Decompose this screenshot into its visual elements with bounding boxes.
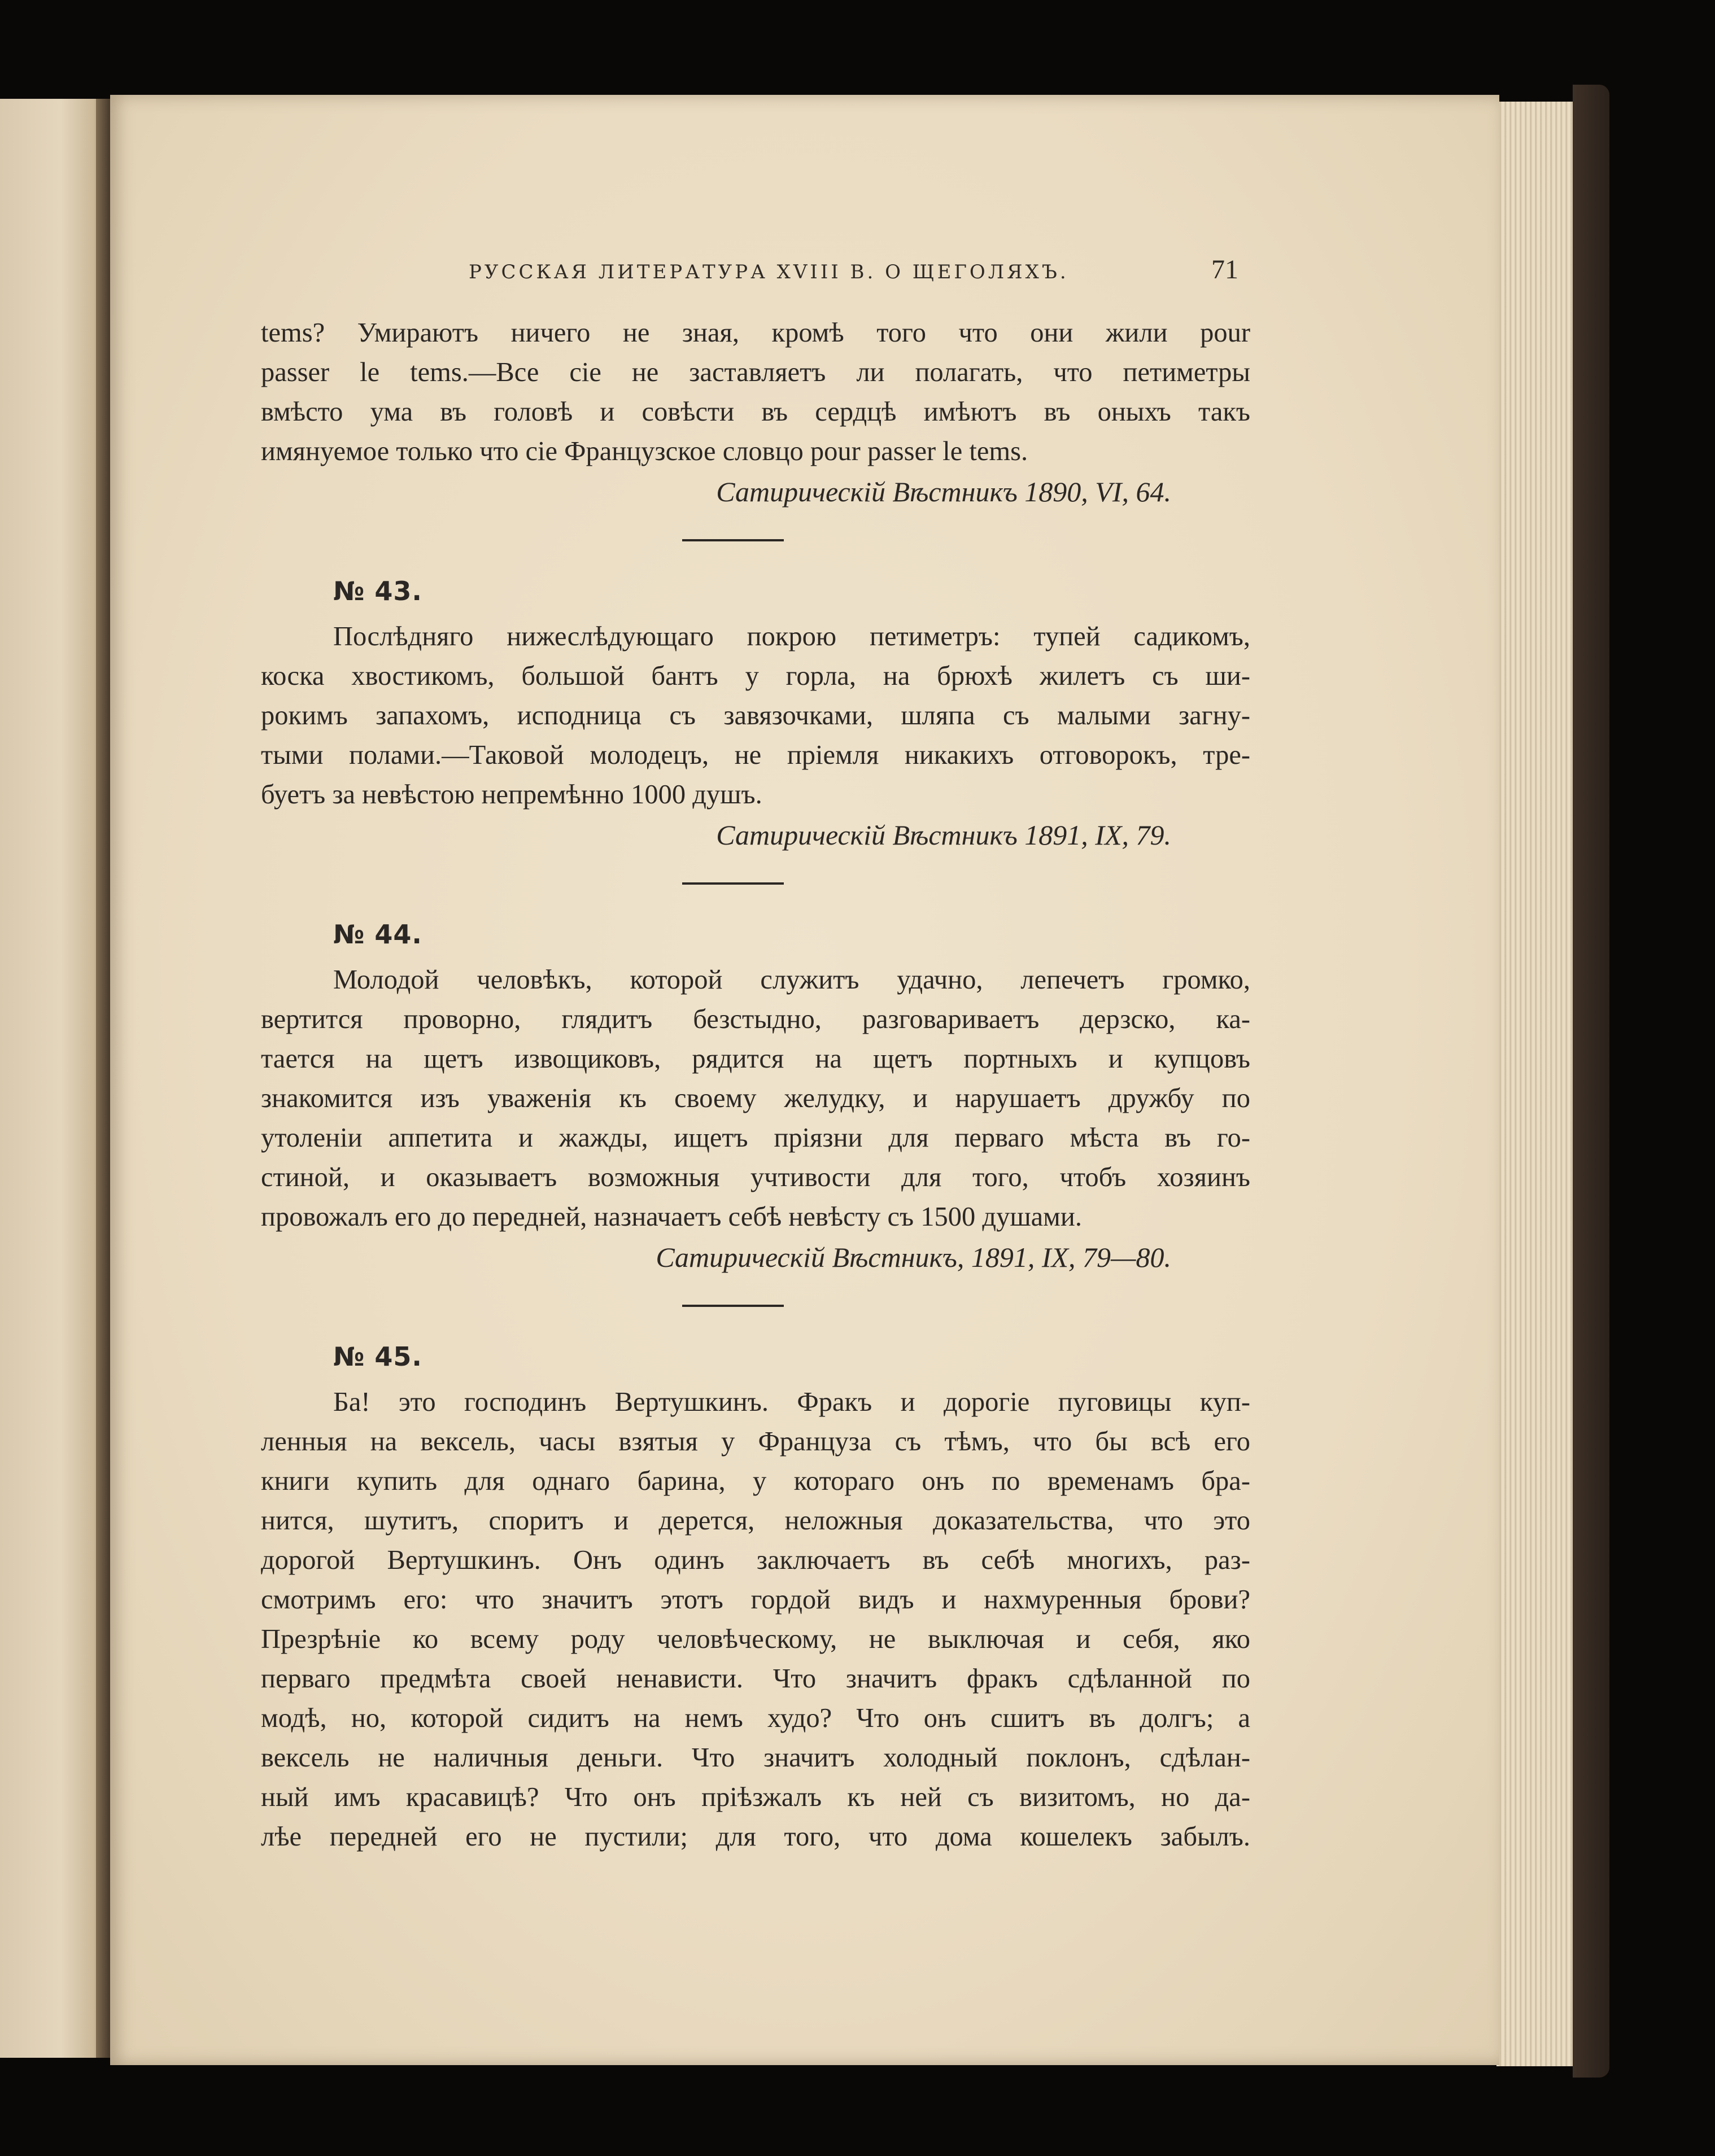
text-line: ленныя на вексель, часы взятыя у Француза съ тѣмъ, что бы всѣ его xyxy=(261,1427,1250,1457)
text-line: провожалъ его до передней, назначаетъ себѣ невѣсту съ 1500 душами. xyxy=(261,1202,1082,1232)
entry-number: № 44. xyxy=(333,919,422,950)
left-page-edge xyxy=(0,99,110,2058)
text-line: нится, шутитъ, споритъ и дерется, неложныя доказательства, что это xyxy=(261,1506,1250,1536)
text-line: знакомится изъ уваженія къ своему желудку, и нарушаетъ дружбу по xyxy=(261,1083,1250,1113)
section-divider xyxy=(682,1305,784,1307)
text-line: тыми полами.—Таковой молодецъ, не пріемля никакихъ отговорокъ, тре- xyxy=(261,740,1250,770)
text-line: passer le tems.—Все сіе не заставляетъ ли полагать, что петиметры xyxy=(261,357,1250,387)
text-line: дорогой Вертушкинъ. Онъ одинъ заключаетъ въ себѣ многихъ, раз- xyxy=(261,1545,1250,1575)
text-line: tems? Умираютъ ничего не зная, кромѣ того что они жили pour xyxy=(261,318,1250,348)
entry-43 xyxy=(261,574,1250,855)
text-line: перваго предмѣта своей ненависти. Что значитъ фракъ сдѣланной по xyxy=(261,1664,1250,1694)
citation: Сатирическій Вѣстникъ 1891, IX, 79. xyxy=(716,819,1171,851)
entry-44 xyxy=(261,917,1250,1278)
page-number: 71 xyxy=(1211,255,1238,285)
page-body xyxy=(261,313,1250,1857)
text-line: буетъ за невѣстою непремѣнно 1000 душъ. xyxy=(261,780,762,810)
section-divider xyxy=(682,882,784,885)
text-line: Послѣдняго нижеслѣдующаго покрою петиметръ: тупей садикомъ, xyxy=(333,622,1250,651)
text-line: вексель не наличныя деньги. Что значитъ холодный поклонъ, сдѣлан- xyxy=(261,1743,1250,1773)
entry-number: № 43. xyxy=(333,576,422,606)
text-line: тается на щетъ извощиковъ, рядится на щетъ портныхъ и купцовъ xyxy=(261,1044,1250,1074)
text-line: смотримъ его: что значитъ этотъ гордой видъ и нахмуренныя брови? xyxy=(261,1585,1250,1615)
citation: Сатирическій Вѣстникъ, 1891, IX, 79—80. xyxy=(656,1241,1171,1273)
running-title: РУССКАЯ ЛИТЕРАТУРА XVIII В. О ЩЕГОЛЯХЪ. xyxy=(469,261,1069,283)
entry-45 xyxy=(261,1340,1250,1857)
book-cover-edge xyxy=(1573,85,1609,2078)
text-line: вмѣсто ума въ головѣ и совѣсти въ сердцѣ имѣютъ въ оныхъ такъ xyxy=(261,397,1250,427)
intro-paragraph xyxy=(261,313,1250,512)
text-line: ный имъ красавицѣ? Что онъ пріѣзжалъ къ ней съ визитомъ, но да- xyxy=(261,1782,1250,1812)
text-line: модѣ, но, которой сидитъ на немъ худо? Что онъ сшитъ въ долгъ; а xyxy=(261,1703,1250,1733)
entry-number: № 45. xyxy=(333,1341,422,1372)
text-line: Ба! это господинъ Вертушкинъ. Фракъ и дорогіе пуговицы куп- xyxy=(333,1387,1250,1417)
text-line: рокимъ запахомъ, исподница съ завязочками, шляпа съ малыми загну- xyxy=(261,701,1250,731)
text-line: коска хвостикомъ, большой бантъ у горла, на брюхѣ жилетъ съ ши- xyxy=(261,661,1250,691)
text-line: стиной, и оказываетъ возможныя учтивости для того, чтобъ хозяинъ xyxy=(261,1162,1250,1192)
page-stack-edge xyxy=(1496,102,1574,2066)
text-line: Молодой человѣкъ, которой служитъ удачно, лепечетъ громко, xyxy=(333,965,1250,995)
section-divider xyxy=(682,539,784,541)
text-line: имянуемое только что сіе Французское словцо pour passer le tems. xyxy=(261,436,1028,466)
text-line: книги купить для однаго барина, у котораго онъ по временамъ бра- xyxy=(261,1466,1250,1496)
citation: Сатирическій Вѣстникъ 1890, VI, 64. xyxy=(716,476,1171,508)
text-line: вертится проворно, глядитъ безстыдно, разговариваетъ дерзско, ка- xyxy=(261,1004,1250,1034)
text-line: Презрѣніе ко всему роду человѣческому, не выключая и себя, яко xyxy=(261,1624,1250,1654)
text-line: лѣе передней его не пустили; для того, что дома кошелекъ забылъ. xyxy=(261,1822,1250,1852)
text-line: утоленіи аппетита и жажды, ищетъ пріязни для перваго мѣста въ го- xyxy=(261,1123,1250,1153)
